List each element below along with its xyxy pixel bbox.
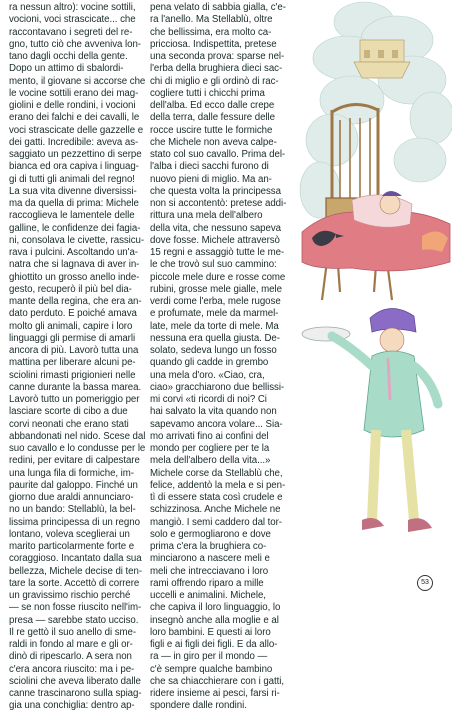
text-line: sciolini rimasti prigionieri nelle [9,369,136,381]
text-line: vocioni, voci strascicate... che [9,14,136,26]
text-line: stato col suo cavallo. Prima del- [150,149,286,160]
text-line: della vita, che nessuno sapeva [150,222,281,234]
text-line: coraggioso. Incantato dalla sua [9,553,142,565]
text-line: bianca ed ora capiva i linguag- [9,161,139,173]
text-line: Dopo un attimo di sbalordi- [9,63,124,75]
text-line: voci strascicate delle gazzelle e [9,124,144,136]
text-line: lissima principessa di un regno [9,516,140,528]
text-line: redini, per evitare di calpestare [9,455,140,467]
text-line: prima c'era la brughiera co- [150,541,267,552]
text-line: dell'alba. Ed ecco dalle crepe [150,100,275,111]
text-line: uccelli e animalini. Michele, [150,590,266,601]
text-line: nessuna era quella giusta. De- [150,332,280,344]
text-line: 15 regni e assaggiò tutte le me- [150,247,285,258]
text-line: lontano, voleva sceglierai un [9,528,130,540]
text-line: bellezza, Michele decise di ten- [9,565,143,577]
text-line: suo cavallo e lo condusse per le [9,443,146,454]
text-line: schizzinosa. Anche Michele ne [150,504,281,516]
text-line: loro bambini. E questi ai loro [150,626,271,638]
text-line: che Michele non aveva calpe- [150,136,277,148]
text-line: gi di tutti gli animali del regno! [9,173,135,185]
text-line: late, mele da torte di mele. Ma [150,320,279,332]
text-line: sapevamo ancora volare... Sia- [150,418,283,430]
text-line: Il re gettò il suo anello di sme- [9,626,137,638]
text-line: molto gli animali, capire i loro [9,320,133,332]
text-column-middle [150,2,296,713]
text-line: figli e ai figli dei figli. E da allo- [150,639,278,650]
text-line: Michele corse da Stellablù che, [150,467,283,479]
text-line: galline, le confidenze dei fagia- [9,222,141,234]
text-line: mi corvi «ti ricordi di noi? Ci [150,394,267,405]
text-line: tì di essere stata così crudele e [150,492,283,503]
michele-figure [332,308,438,532]
fairy-tale-illustration [292,0,452,600]
text-line: ghiottito un grosso anello inde- [9,271,140,283]
text-line: una mela d'oro. «Ciao, cra, [150,369,265,381]
text-line: una seconda prova: sparse nel- [150,51,285,62]
text-line: rocce uscire tutte le formiche [150,124,273,136]
text-line: ancora di più. Lavorò tutta una [9,345,139,356]
text-line: che questa volta la principessa [150,185,281,197]
text-line: raccontavano i segreti del re- [9,26,133,38]
text-line: mante della regina, che era an- [9,296,142,307]
text-line: rava i pulcini. Ascoltando un'a- [9,247,138,258]
castle-tower [354,40,410,78]
text-line: sciolini che aveva liberato dalle [9,675,141,687]
text-line: l'erba della brughiera dieci sac- [150,63,283,75]
text-line: e profumate, mele da marmel- [150,308,279,320]
text-line: meli che intrecciavano i loro [150,565,269,577]
text-line: raldi in fondo al mare e gli or- [9,639,133,650]
text-line: Lavorò tutto un pomeriggio per [9,394,140,405]
text-line: canne trascinarono sulla spiag- [9,688,142,699]
text-line: rami offrendo riparo a mille [150,577,264,589]
text-line: spondere dalle rondini. [150,700,247,712]
text-line: giolini e delle rondini, i vocioni [9,100,136,111]
text-line: raccoglieva le lamentele delle [9,210,135,222]
text-line: ni, consolava le civette, rassicu- [9,234,145,246]
text-line: dei gatti. Incredibile: aveva as- [9,136,139,148]
text-line: un gravissimo rischio perché [9,590,131,601]
text-line: le che trovò sul suo cammino: [150,259,277,271]
text-line: chi di miglio e gli ordinò di rac- [150,75,279,87]
text-line: le vocine sottili erano dei mag- [9,87,139,99]
text-line: mattina per liberare alcuni pe- [9,357,136,369]
text-line: quando gli cadde in grembo [150,357,269,369]
text-line: lasciare scorte di cibo a due [9,406,128,418]
text-line: ra — in giro per il mondo — [150,651,268,663]
text-line: minciarono a nascere meli e [150,553,270,565]
text-line: ra nessun altro): vocine sottili, [9,2,136,13]
text-line: nuovo pieni di miglio. Ma an- [150,173,272,185]
text-line: natra che si lagnava di aver in- [9,259,140,271]
text-line: ma da quella di prima: Michele [9,198,139,209]
text-line: ciao» gracchiarono due bellissi- [150,381,285,393]
text-line: cogliere tutti i chicchi prima [150,87,265,99]
text-line: c'era ancora riuscito: ma i pe- [9,663,135,675]
text-line: c'è sempre qualche bambino [150,663,273,675]
text-line: dove fosse. Michele attraversò [150,234,280,246]
text-line: hai salvato la vita quando non [150,406,277,418]
text-line: canne durante la bassa marea. [9,381,142,393]
text-line: mo arrivati fino ai confini del [150,430,269,442]
text-line: linguaggi gli permise di amarli [9,332,136,344]
text-line: tano dagli occhi della gente. [9,51,128,62]
text-line: ridere insieme ai pesci, farsi ri- [150,688,280,699]
text-line: gno, tutto ciò che avveniva lon- [9,38,141,50]
text-line: che sa chiacchierare con i gatti, [150,675,285,687]
text-line: dato perduto. E poiché amava [9,308,137,320]
text-line: — se non fosse riuscito nell'im- [9,602,142,614]
text-line: l'alba i dieci sacchi furono di [150,161,269,173]
text-line: gia una conchiglia: dentro ap- [9,700,135,712]
text-line: una lunga fila di formiche, im- [9,467,134,479]
text-line: paurite dal galoppo. Finché un [9,479,138,491]
text-line: erano dei falchi e dei cavalli, le [9,112,140,124]
text-line: verdi come l'erba, mele rugose [150,296,281,307]
text-line: che bellissima, era molto ca- [150,26,272,38]
text-line: rubini, grosse mele gialle, mele [150,283,282,295]
text-line: mangiò. I semi caddero dal tor- [150,516,282,528]
text-line: giorno due araldi annunciaro- [9,492,134,503]
text-line: mento, il giovane si accorse che [9,75,146,87]
text-line: che capiva il loro linguaggio, lo [150,602,281,614]
page-number: 53 [417,575,433,591]
text-line: dinò di ripescarlo. A sera non [9,651,132,663]
text-line: La sua vita divenne diversissi- [9,185,137,197]
text-line: marito particolarmente forte e [9,541,135,552]
text-line: non si accontentò: pretese addi- [150,198,287,209]
text-line: corvi neonati che erano stati [9,418,129,430]
text-line: mondo per cogliere per te la [150,443,270,454]
text-line: insegnò anche alla moglie e al [150,614,279,626]
text-line: mela dell'albero della vita...» [150,455,271,467]
text-line: rittura una mela dell'albero [150,210,263,222]
text-line: tare la sorte. Accettò di correre [9,577,140,589]
text-line: pricciosa. Indispettita, pretese [150,38,277,50]
text-line: pena velato di sabbia gialla, c'e- [150,2,286,13]
text-line: solo e germogliarono e dove [150,528,271,540]
text-line: gesto, recuperò il più bel dia- [9,283,132,295]
text-line: della terra, dalle fessure delle [150,112,275,124]
text-line: ra l'anello. Ma Stellablù, oltre [150,14,273,26]
text-line: saggiato un pezzettino di serpe [9,149,142,160]
text-line: presa — sarebbe stato ucciso. [9,614,139,626]
text-line: felice, addentò la mela e si pen- [150,479,286,491]
text-line: abbandonati nel nido. Scese dal [9,430,146,442]
text-line: solato, sedeva lungo un fosso [150,345,277,356]
text-line: no un bando: Stellablù, la bel- [9,504,136,516]
text-column-left [9,2,147,713]
text-line: piccole mele dure e rosse come [150,271,286,283]
